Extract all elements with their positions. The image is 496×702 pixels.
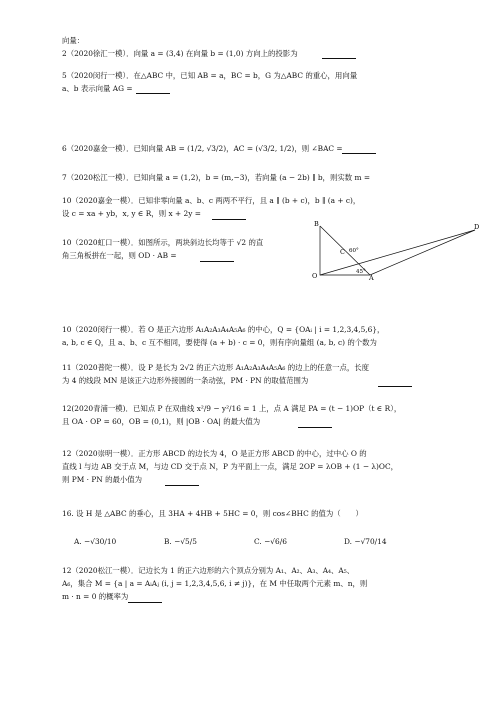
question-10-minhang: 10（2020闵行一模）．若 O 是正六边形 A₁A₂A₃A₄A₅A₆ 的中心，Q = {OAᵢ | i = 1,2,3,4,5,6}， a, b, c ∈ Q，且 a、b、c 互不相同，要使得 (a + b) · c = 0，则有序向量组 (a, b, c) 的个数为: [62, 325, 385, 348]
question-12-songjiang: 12（2020松江一模）．记边长为 1 的正六边形的六个顶点分别为 A₁、A₂、A₃、A₄、A₅、 A₆，集合 M = {a | a = AᵢAⱼ (i, j = 1,2,3,4,5,6, i ≠ j)}，在 M 中任取两个元素 m、n，则 m · n = 0 的概率为: [62, 566, 368, 602]
answer-blank: [200, 253, 234, 262]
choice-a[interactable]: A. −√30/10: [74, 537, 117, 546]
answer-blank: [322, 50, 356, 59]
figure-label: 60°: [349, 248, 359, 254]
answer-blank: [378, 378, 412, 387]
answer-blank: [165, 477, 199, 486]
question-6-jiajin: 6（2020嘉金一模）．已知向量 AB = (1/2, √3/2)，AC = (√3/2, 1/2)，则 ∠BAC =: [62, 144, 343, 153]
answer-blank: [136, 85, 170, 94]
question-7-songjiang: 7（2020松江一模）．已知向量 a = (1,2)，b = (m,−3)，若向量 (a − 2b) ∥ b，则实数 m =: [62, 173, 371, 182]
figure-label: C: [340, 248, 345, 256]
answer-blank: [128, 594, 162, 603]
figure-label: A: [369, 274, 374, 280]
answer-blank: [298, 419, 332, 428]
section-header: 向量：: [62, 36, 85, 45]
question-16: 16. 设 H 是 △ABC 的垂心，且 3HA + 4HB + 5HC = 0，则 cos∠BHC 的值为（ ）: [62, 509, 363, 518]
question-12-chongming: 12（2020崇明一模）．正方形 ABCD 的边长为 4，O 是正方形 ABCD 的中心，过中心 O 的 直线 l 与边 AB 交于点 M，与边 CD 交于点 N，P 为平面上一点，满足 2OP = λOB + (1 − λ)OC， 则 PM · PN 的最小值为: [62, 449, 399, 485]
answer-blank: [212, 211, 246, 220]
figure-label: D: [474, 223, 480, 231]
question-5-minhang: 5（2020闵行一模）．在△ABC 中，已知 AB = a，BC = b，G 为△ABC 的重心，用向量 a、b 表示向量 AG =: [62, 71, 358, 94]
question-11-putuo: 11（2020普陀一模）．设 P 是长为 2√2 的正六边形 A₁A₂A₃A₄A₅A₆ 的边上的任意一点，长度 为 4 的线段 MN 是该正六边形外接圆的一条动弦，PM · PN 的取值范围为: [62, 363, 370, 386]
question-12-qingpu: 12(2020青浦一模)．已知点 P 在双曲线 x²/9 − y²/16 = 1 上，点 A 满足 PA = (t − 1)OP（t ∈ R）， 且 OA · OP = 60，OB = (0,1)，则 |OB · OA| 的最大值为: [62, 404, 402, 427]
question-2-xuhui: 2（2020徐汇一模）．向量 a = (3,4) 在向量 b = (1,0) 方向上的投影为: [62, 49, 298, 58]
triangle-figure: [310, 218, 485, 280]
figure-label: 45°: [356, 269, 366, 275]
figure-label: B: [314, 220, 319, 228]
choice-d[interactable]: D. −√70/14: [344, 537, 387, 546]
question-10-hongkou: 10（2020虹口一模）．如图所示，两块斜边长均等于 √2 的直 角三角板拼在一起，则 OD · AB =: [62, 238, 264, 261]
answer-blank: [342, 145, 376, 154]
figure-label: O: [312, 272, 318, 280]
choice-c[interactable]: C. −√6/6: [254, 537, 287, 546]
question-10-jiajin: 10（2020嘉金一模）．已知非零向量 a、b、c 两两不平行，且 a ∥ (b + c)，b ∥ (a + c)， 设 c = xa + yb，x, y ∈ R，则 x + 2y =: [62, 196, 361, 219]
choice-b[interactable]: B. −√5/5: [164, 537, 197, 546]
